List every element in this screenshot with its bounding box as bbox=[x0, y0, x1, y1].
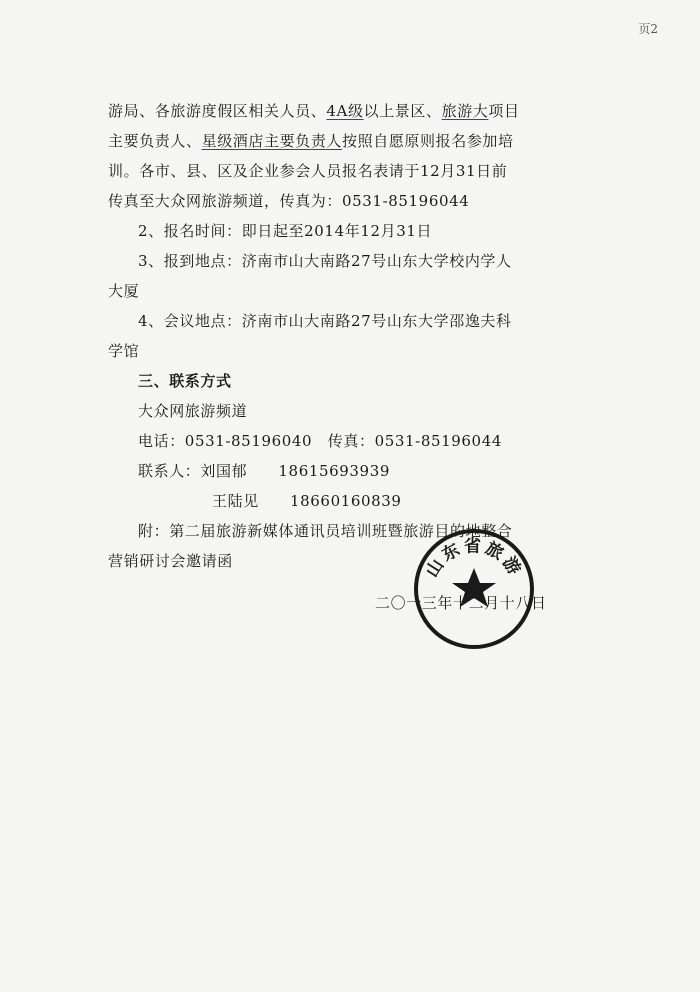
para1-line2-a: 主要负责人、 bbox=[108, 132, 202, 150]
attachment-line1: 附：第二届旅游新媒体通讯员培训班暨旅游目的地整合 bbox=[138, 522, 513, 540]
para1-line1-d: 旅游大 bbox=[441, 102, 489, 120]
page-number: 页2 bbox=[638, 22, 658, 36]
contact-phone-fax: 电话：0531-85196040 传真：0531-85196044 bbox=[138, 432, 502, 450]
para1-line4: 传真至大众网旅游频道，传真为：0531-85196044 bbox=[108, 192, 470, 210]
para1-line1 bbox=[108, 96, 588, 126]
document-date: 二〇一三年十二月十八日 bbox=[375, 594, 547, 612]
para1-line2 bbox=[108, 126, 588, 156]
para1-line2-d: 按照自愿原则报名参加培 bbox=[342, 132, 514, 150]
contact-person-2: 王陆见 18660160839 bbox=[212, 492, 402, 510]
item4-line1: 4、会议地点：济南市山大南路27号山东大学邵逸夫科 bbox=[138, 312, 512, 330]
para1-line1-e: 项目 bbox=[488, 102, 520, 120]
contact-org: 大众网旅游频道 bbox=[138, 402, 248, 420]
attachment-line2: 营销研讨会邀请函 bbox=[108, 552, 233, 570]
para1-line2-b: 星级酒店 bbox=[201, 132, 265, 150]
item3-line2: 大厦 bbox=[108, 282, 140, 300]
seal-star-icon bbox=[452, 568, 496, 607]
official-seal bbox=[411, 526, 537, 652]
section3-heading: 三、联系方式 bbox=[138, 372, 232, 390]
para1-line1-a: 游局、各旅游度假区相关人员、 bbox=[108, 102, 327, 120]
para1-line1-b: 4A级 bbox=[326, 102, 364, 120]
item2-registration-time: 2、报名时间：即日起至2014年12月31日 bbox=[138, 222, 433, 240]
item4-line2: 学馆 bbox=[108, 342, 140, 360]
para1-line2-c: 主要负责人 bbox=[264, 132, 343, 150]
contact-person-1: 联系人：刘国郁 18615693939 bbox=[138, 462, 390, 480]
para1-line1-c: 以上景区、 bbox=[363, 102, 442, 120]
seal-text: 山东省旅游 bbox=[422, 536, 526, 582]
item3-line1: 3、报到地点：济南市山大南路27号山东大学校内学人 bbox=[138, 252, 512, 270]
para1-line3: 训。各市、县、区及企业参会人员报名表请于12月31日前 bbox=[108, 162, 508, 180]
